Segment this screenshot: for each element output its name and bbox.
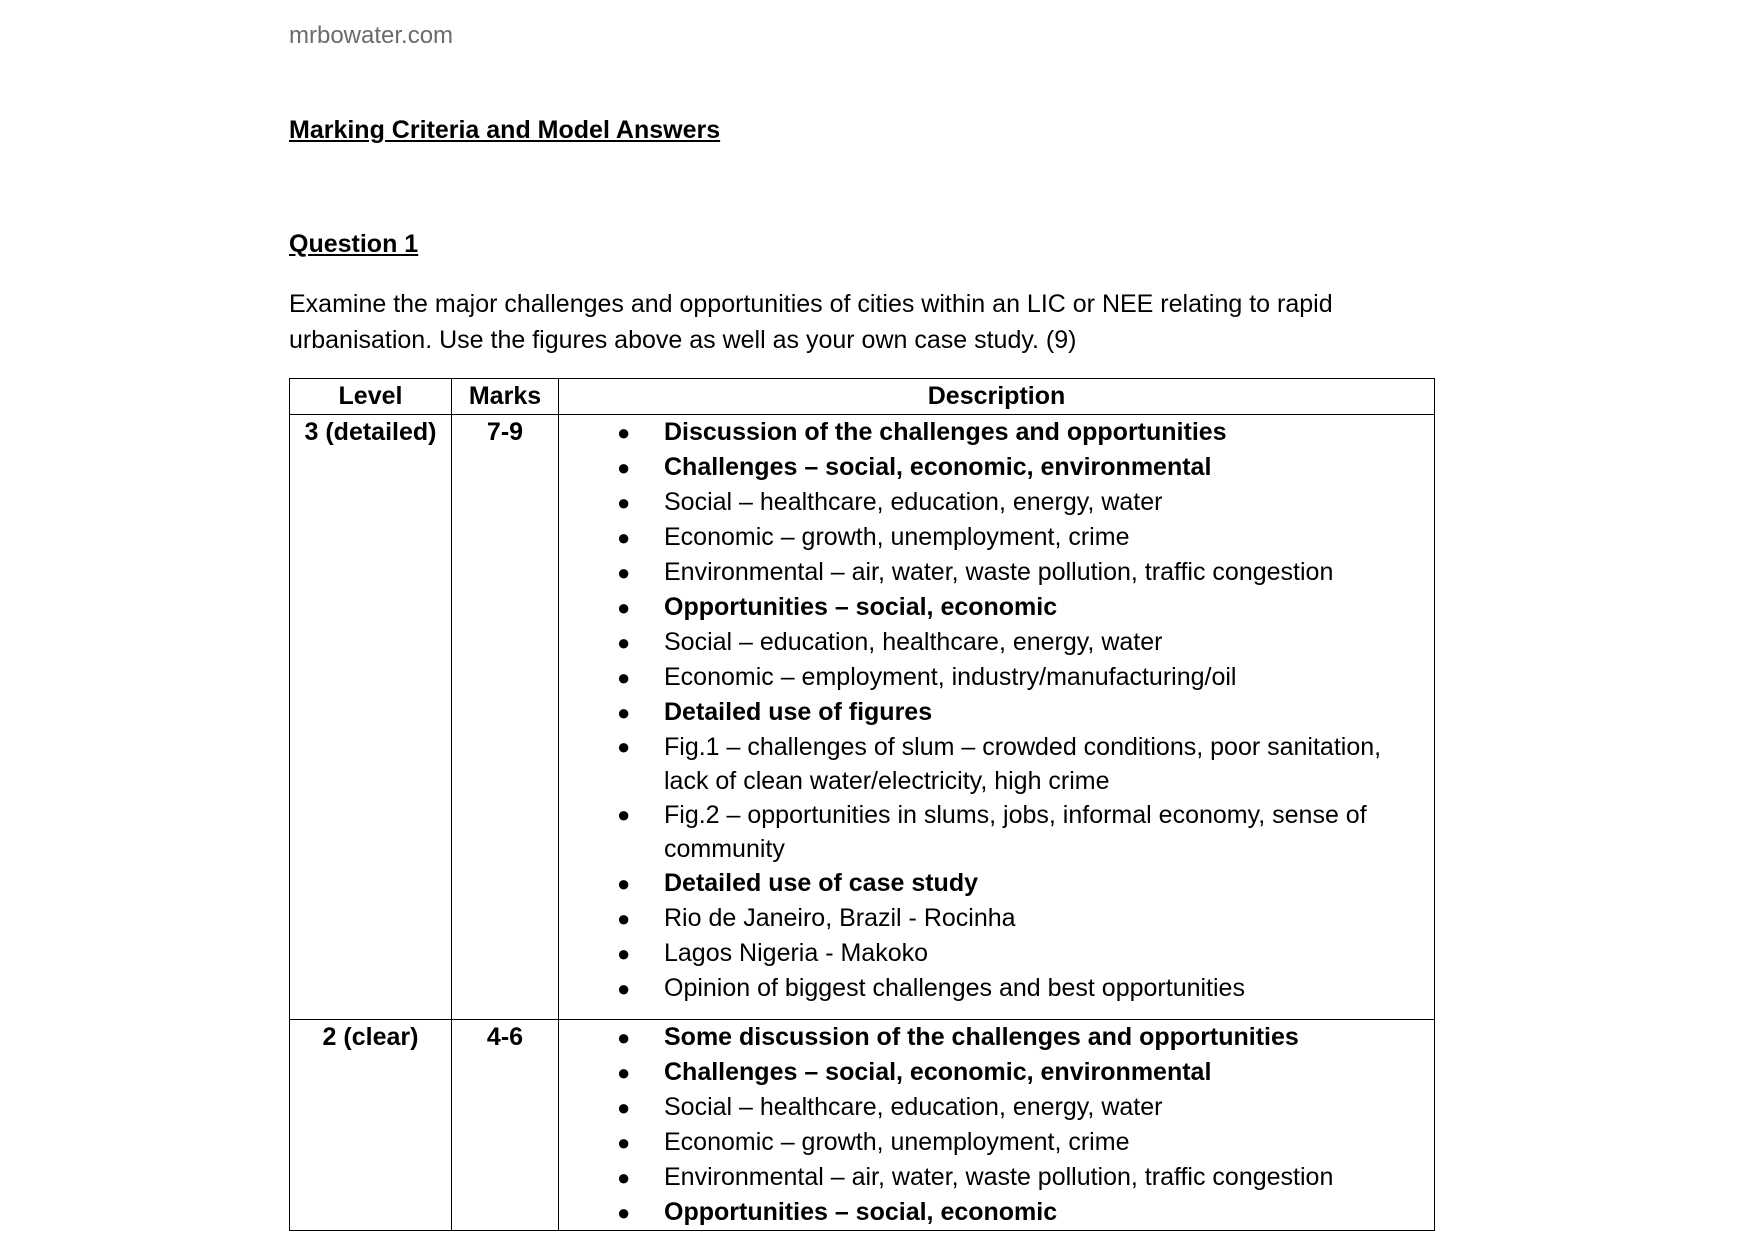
list-item-text: Some discussion of the challenges and opportunities [664, 1023, 1299, 1051]
list-item [559, 971, 1434, 1006]
list-item-text: Opinion of biggest challenges and best opportunities [664, 974, 1245, 1002]
bullet-icon: ● [617, 1130, 631, 1155]
list-item [559, 625, 1434, 660]
bullet-icon: ● [617, 734, 631, 759]
list-item [559, 1055, 1434, 1090]
list-item-text: Economic – employment, industry/manufacturing/oil [664, 663, 1237, 691]
list-item-text: Social – healthcare, education, energy, water [664, 488, 1163, 516]
bullet-icon: ● [617, 941, 631, 966]
list-item [559, 485, 1434, 520]
list-item [559, 798, 1434, 866]
list-item-text: Economic – growth, unemployment, crime [664, 1128, 1130, 1156]
list-item-text: Environmental – air, water, waste pollution, traffic congestion [664, 558, 1334, 586]
list-item-text: Opportunities – social, economic [664, 593, 1058, 621]
row-level: 3 (detailed) [290, 415, 452, 1020]
list-item [559, 555, 1434, 590]
bullet-icon: ● [617, 525, 631, 550]
bullet-icon: ● [617, 1095, 631, 1120]
row-marks: 7-9 [452, 415, 559, 1020]
list-item-text: Challenges – social, economic, environmental [664, 1058, 1212, 1086]
list-item-text: Detailed use of figures [664, 698, 933, 726]
list-item [559, 450, 1434, 485]
list-item-text: Environmental – air, water, waste pollution, traffic congestion [664, 1163, 1334, 1191]
list-item [559, 590, 1434, 625]
bullet-icon: ● [617, 455, 631, 480]
list-item [559, 936, 1434, 971]
site-header: mrbowater.com [289, 22, 454, 49]
bullet-icon: ● [617, 1060, 631, 1085]
bullet-icon: ● [617, 595, 631, 620]
list-item-text: Challenges – social, economic, environmental [664, 453, 1212, 481]
bullet-icon: ● [617, 420, 631, 445]
bullet-icon: ● [617, 906, 631, 931]
list-item-text: Social – education, healthcare, energy, water [664, 628, 1163, 656]
bullet-icon: ● [617, 490, 631, 515]
list-item [559, 1125, 1434, 1160]
list-item [559, 1195, 1434, 1230]
bullet-icon: ● [617, 976, 631, 1001]
bullet-icon: ● [617, 871, 631, 896]
table-header-row [290, 379, 1435, 415]
marking-criteria-table [289, 378, 1435, 1231]
list-item [559, 415, 1434, 450]
list-item [559, 1090, 1434, 1125]
list-item [559, 695, 1434, 730]
header-marks: Marks [452, 379, 559, 415]
list-item-text: Fig.1 – challenges of slum – crowded conditions, poor sanitation, lack of clean water/electricity, high crime [664, 733, 1382, 795]
list-item [559, 730, 1434, 798]
list-item [559, 1160, 1434, 1195]
table-row [290, 415, 1435, 1020]
row-level: 2 (clear) [290, 1020, 452, 1231]
bullet-icon: ● [617, 700, 631, 725]
list-item-text: Fig.2 – opportunities in slums, jobs, informal economy, sense of community [664, 801, 1367, 863]
bullet-icon: ● [617, 1200, 631, 1225]
list-item-text: Economic – growth, unemployment, crime [664, 523, 1130, 551]
bullet-icon: ● [617, 1025, 631, 1050]
table-row [290, 1020, 1435, 1231]
document-title: Marking Criteria and Model Answers [289, 116, 721, 144]
list-item-text: Discussion of the challenges and opportunities [664, 418, 1227, 446]
list-item [559, 901, 1434, 936]
list-item-text: Lagos Nigeria - Makoko [664, 939, 929, 967]
question-heading: Question 1 [289, 230, 419, 258]
list-item-text: Opportunities – social, economic [664, 1198, 1058, 1226]
bullet-icon: ● [617, 665, 631, 690]
list-item [559, 1020, 1434, 1055]
description-list [559, 1020, 1434, 1230]
row-description [559, 1020, 1435, 1231]
list-item [559, 866, 1434, 901]
list-item-text: Rio de Janeiro, Brazil - Rocinha [664, 904, 1016, 932]
list-item-text: Detailed use of case study [664, 869, 979, 897]
header-description: Description [559, 379, 1435, 415]
row-marks: 4-6 [452, 1020, 559, 1231]
list-item-text: Social – healthcare, education, energy, water [664, 1093, 1163, 1121]
header-level: Level [290, 379, 452, 415]
bullet-icon: ● [617, 802, 631, 827]
description-list [559, 415, 1434, 1006]
bullet-icon: ● [617, 630, 631, 655]
question-text: Examine the major challenges and opportunities of cities within an LIC or NEE relating to rapid urbanisation. Use the figures above as well as your own case study. (9) [289, 290, 1333, 354]
bullet-icon: ● [617, 560, 631, 585]
list-item [559, 660, 1434, 695]
bullet-icon: ● [617, 1165, 631, 1190]
list-item [559, 520, 1434, 555]
row-description [559, 415, 1435, 1020]
